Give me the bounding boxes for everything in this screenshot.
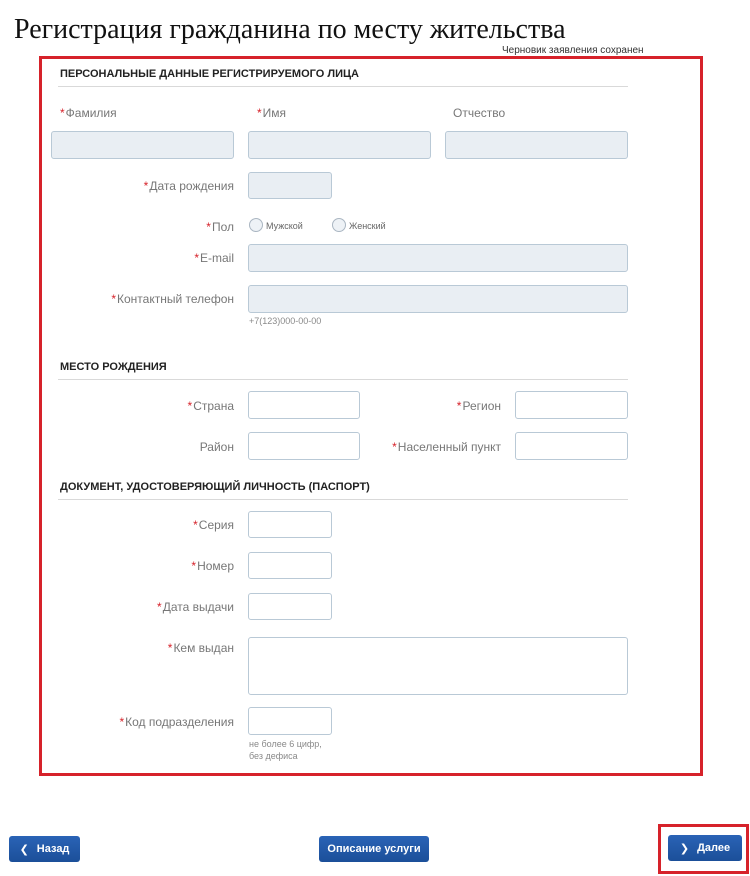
section-heading-personal: ПЕРСОНАЛЬНЫЕ ДАННЫЕ РЕГИСТРИРУЕМОГО ЛИЦА	[60, 68, 359, 80]
surname-field[interactable]	[51, 131, 234, 159]
birthdate-label: *Дата рождения	[143, 179, 234, 193]
section-divider	[58, 86, 628, 87]
issue-date-label: *Дата выдачи	[157, 600, 234, 614]
name-label: *Имя	[257, 106, 287, 120]
gender-male-label: Мужской	[266, 221, 303, 231]
issued-by-field[interactable]	[248, 637, 628, 695]
birthdate-field[interactable]	[248, 172, 332, 199]
region-field[interactable]	[515, 391, 628, 419]
service-description-button[interactable]: Описание услуги	[319, 836, 429, 862]
gender-label: *Пол	[206, 220, 234, 234]
section-heading-passport: ДОКУМЕНТ, УДОСТОВЕРЯЮЩИЙ ЛИЧНОСТЬ (ПАСПОРТ)	[60, 481, 370, 493]
next-button[interactable]: ❯ Далее	[668, 835, 742, 861]
surname-label: *Фамилия	[60, 106, 117, 120]
division-code-field[interactable]	[248, 707, 332, 735]
gender-female-label: Женский	[349, 221, 386, 231]
series-label: *Серия	[193, 518, 234, 532]
gender-male-radio[interactable]	[249, 218, 263, 232]
section-heading-birthplace: МЕСТО РОЖДЕНИЯ	[60, 361, 167, 373]
country-label: *Страна	[187, 399, 234, 413]
section-divider	[58, 499, 628, 500]
section-divider	[58, 379, 628, 380]
chevron-right-icon: ❯	[679, 842, 690, 855]
country-field[interactable]	[248, 391, 360, 419]
email-label: *E-mail	[194, 251, 234, 265]
patronymic-field[interactable]	[445, 131, 628, 159]
locality-field[interactable]	[515, 432, 628, 460]
phone-field[interactable]	[248, 285, 628, 313]
phone-format-hint: +7(123)000-00-00	[249, 316, 322, 326]
number-field[interactable]	[248, 552, 332, 579]
issued-by-label: *Кем выдан	[167, 641, 234, 655]
district-label: Район	[199, 440, 234, 454]
chevron-left-icon: ❮	[19, 843, 29, 856]
draft-status: Черновик заявления сохранен	[502, 45, 644, 56]
division-code-hint: не более 6 цифр, без дефиса	[249, 739, 322, 761]
phone-label: *Контактный телефон	[111, 292, 234, 306]
division-code-label: *Код подразделения	[119, 715, 234, 729]
back-button[interactable]: ❮ Назад	[9, 836, 80, 862]
page-title: Регистрация гражданина по месту жительства	[14, 14, 566, 45]
series-field[interactable]	[248, 511, 332, 538]
locality-label: *Населенный пункт	[392, 440, 501, 454]
issue-date-field[interactable]	[248, 593, 332, 620]
email-field[interactable]	[248, 244, 628, 272]
gender-female-radio[interactable]	[332, 218, 346, 232]
number-label: *Номер	[191, 559, 234, 573]
patronymic-label: Отчество	[453, 106, 506, 120]
district-field[interactable]	[248, 432, 360, 460]
region-label: *Регион	[456, 399, 501, 413]
name-field[interactable]	[248, 131, 431, 159]
